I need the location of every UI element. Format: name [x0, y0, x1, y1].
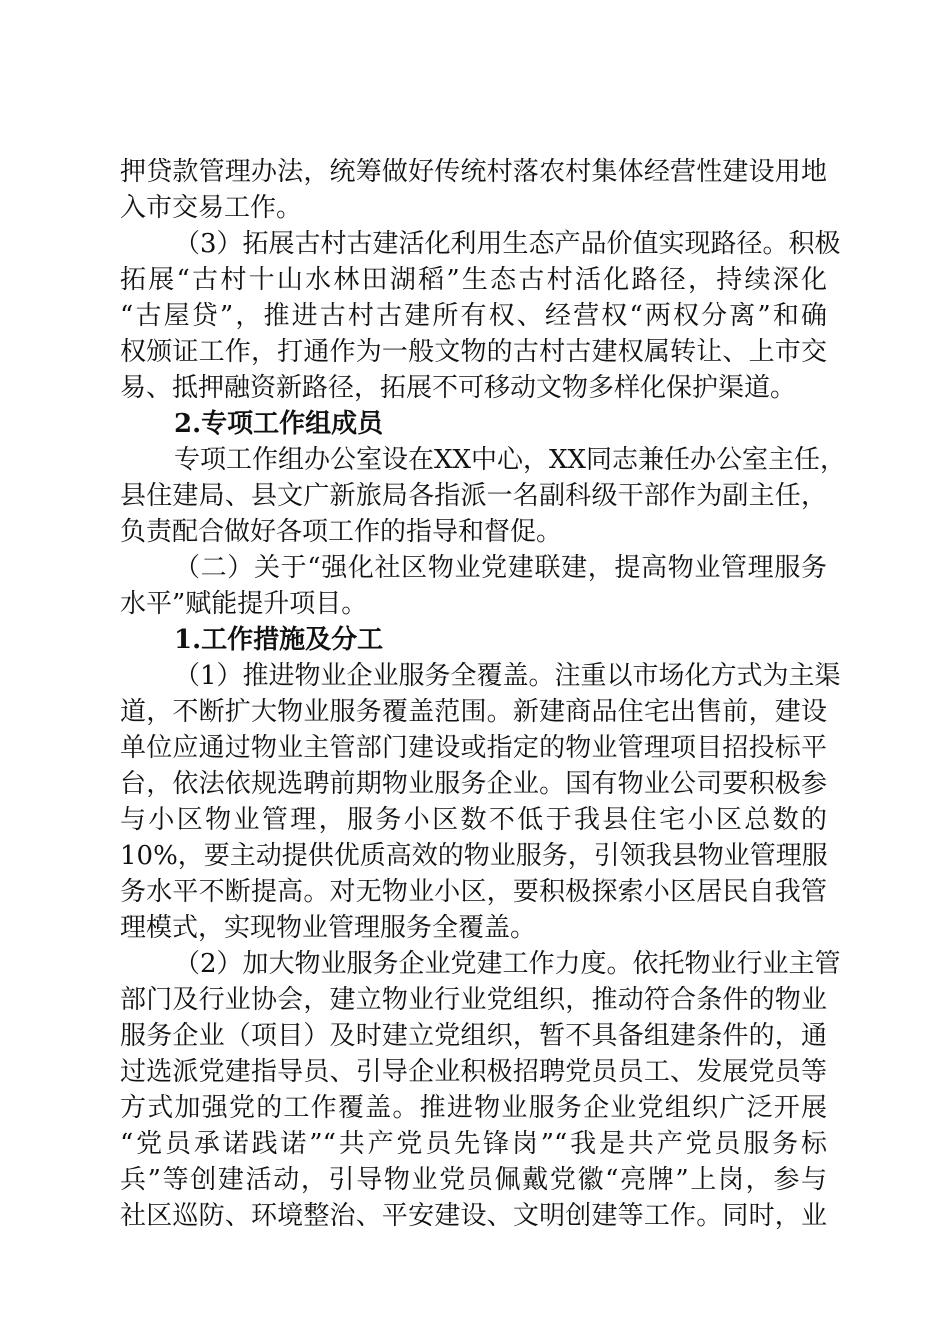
text-line: 务水平不断提高。对无物业小区，要积极探索小区居民自我管 [120, 877, 827, 907]
section-heading: 2.专项工作组成员 [174, 409, 384, 439]
text-line: 台，依法依规选聘前期物业服务企业。国有物业公司要积极参 [120, 769, 827, 799]
text-line: 与小区物业管理，服务小区数不低于我县住宅小区总数的 [120, 805, 827, 835]
text-line: 负责配合做好各项工作的指导和督促。 [120, 517, 563, 547]
text-line: “古屋贷”，推进古村古建所有权、经营权“两权分离”和确 [120, 301, 827, 331]
text-line: （3）拓展古村古建活化利用生态产品价值实现路径。积极 [174, 229, 841, 259]
text-line: “党员承诺践诺”“共产党员先锋岗”“我是共产党员服务标 [120, 1129, 827, 1159]
text-line: 入市交易工作。 [120, 193, 303, 223]
text-line: 道，不断扩大物业服务覆盖范围。新建商品住宅出售前，建设 [120, 697, 827, 727]
text-line: 服务企业（项目）及时建立党组织，暂不具备组建条件的，通 [120, 1021, 827, 1051]
text-line: 部门及行业协会，建立物业行业党组织，推动符合条件的物业 [120, 985, 827, 1015]
text-line: 权颁证工作，打通作为一般文物的古村古建权属转让、上市交 [120, 337, 827, 367]
text-line: 过选派党建指导员、引导企业积极招聘党员员工、发展党员等 [120, 1057, 827, 1087]
text-line: 10%，要主动提供优质高效的物业服务，引领我县物业管理服 [120, 841, 828, 871]
text-line: 拓展“古村十山水林田湖稻”生态古村活化路径，持续深化 [120, 265, 827, 295]
text-line: 押贷款管理办法，统筹做好传统村落农村集体经营性建设用地 [120, 157, 827, 187]
text-line: 专项工作组办公室设在XX中心，XX同志兼任办公室主任， [174, 445, 847, 475]
text-line: （2）加大物业服务企业党建工作力度。依托物业行业主管 [174, 949, 841, 979]
text-line: 兵”等创建活动，引导物业党员佩戴党徽“亮牌”上岗，参与 [120, 1165, 827, 1195]
text-line: （1）推进物业企业服务全覆盖。注重以市场化方式为主渠 [174, 661, 841, 691]
text-line: 单位应通过物业主管部门建设或指定的物业管理项目招投标平 [120, 733, 827, 763]
text-line: 易、抵押融资新路径，拓展不可移动文物多样化保护渠道。 [120, 373, 797, 403]
section-heading: 1.工作措施及分工 [174, 625, 384, 655]
text-line: 理模式，实现物业管理服务全覆盖。 [120, 913, 537, 943]
text-line: 社区巡防、环境整治、平安建设、文明创建等工作。同时，业 [120, 1201, 827, 1231]
section-heading: （二）关于“强化社区物业党建联建，提高物业管理服务 [174, 553, 827, 583]
text-line: 县住建局、县文广新旅局各指派一名副科级干部作为副主任， [120, 481, 827, 511]
text-line: 方式加强党的工作覆盖。推进物业服务企业党组织广泛开展 [120, 1093, 827, 1123]
section-heading: 水平”赋能提升项目。 [120, 589, 368, 619]
